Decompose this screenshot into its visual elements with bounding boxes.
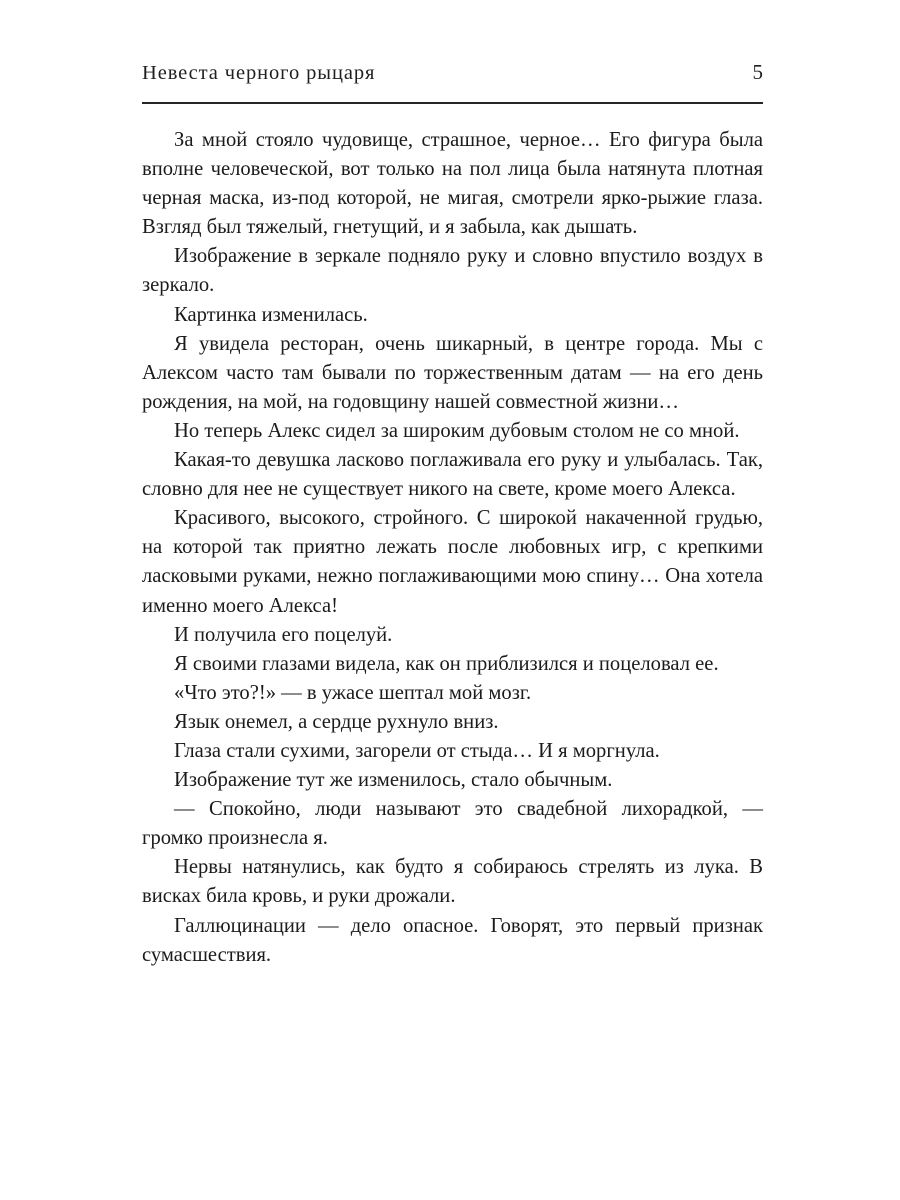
- paragraph: Красивого, высокого, стройного. С широкой накаченной грудью, на которой так приятно лежать после любовных игр, с крепкими ласковыми руками, нежно поглаживающими мою спину… Она хотела именно моего Алекса!: [142, 507, 763, 617]
- paragraph: Изображение тут же изменилось, стало обычным.: [174, 769, 613, 792]
- paragraph: Картинка изменилась.: [174, 303, 368, 326]
- body-text-block: [142, 126, 763, 970]
- running-head-title: Невеста черного рыцаря: [142, 62, 376, 84]
- paragraph: Глаза стали сухими, загорели от стыда… И я моргнула.: [174, 739, 660, 762]
- paragraph: Но теперь Алекс сидел за широким дубовым столом не со мной.: [174, 419, 740, 442]
- page-number: 5: [752, 60, 763, 84]
- paragraph: Я своими глазами видела, как он приблизился и поцеловал ее.: [174, 652, 719, 675]
- running-head: [142, 62, 763, 84]
- paragraph: За мной стояло чудовище, страшное, черное… Его фигура была вполне человеческой, вот только на пол лица была натянута плотная черная маска, из-под которой, не мигая, смотрели ярко-рыжие глаза. Взгляд был тяжелый, гнетущий, и я забыла, как дышать.: [142, 129, 763, 239]
- paragraph: И получила его поцелуй.: [174, 623, 393, 646]
- paragraph: Я увидела ресторан, очень шикарный, в центре города. Мы с Алексом часто там бывали по торжественным датам — на его день рождения, на мой, на годовщину нашей совместной жизни…: [142, 332, 763, 413]
- paragraph: Язык онемел, а сердце рухнуло вниз.: [174, 710, 499, 733]
- header-divider-rule: [142, 102, 763, 104]
- paragraph: — Спокойно, люди называют это свадебной лихорадкой, — громко произнесла я.: [142, 798, 763, 850]
- paragraph: Нервы натянулись, как будто я собираюсь стрелять из лука. В висках била кровь, и руки дрожали.: [142, 856, 763, 908]
- paragraph: Галлюцинации — дело опасное. Говорят, это первый признак сумасшествия.: [142, 914, 763, 966]
- paragraph: Изображение в зеркале подняло руку и словно впустило воздух в зеркало.: [142, 245, 763, 297]
- paragraph: Какая-то девушка ласково поглаживала его руку и улыбалась. Так, словно для нее не существует никого на свете, кроме моего Алекса.: [142, 449, 763, 501]
- paragraph: «Что это?!» — в ужасе шептал мой мозг.: [174, 681, 532, 704]
